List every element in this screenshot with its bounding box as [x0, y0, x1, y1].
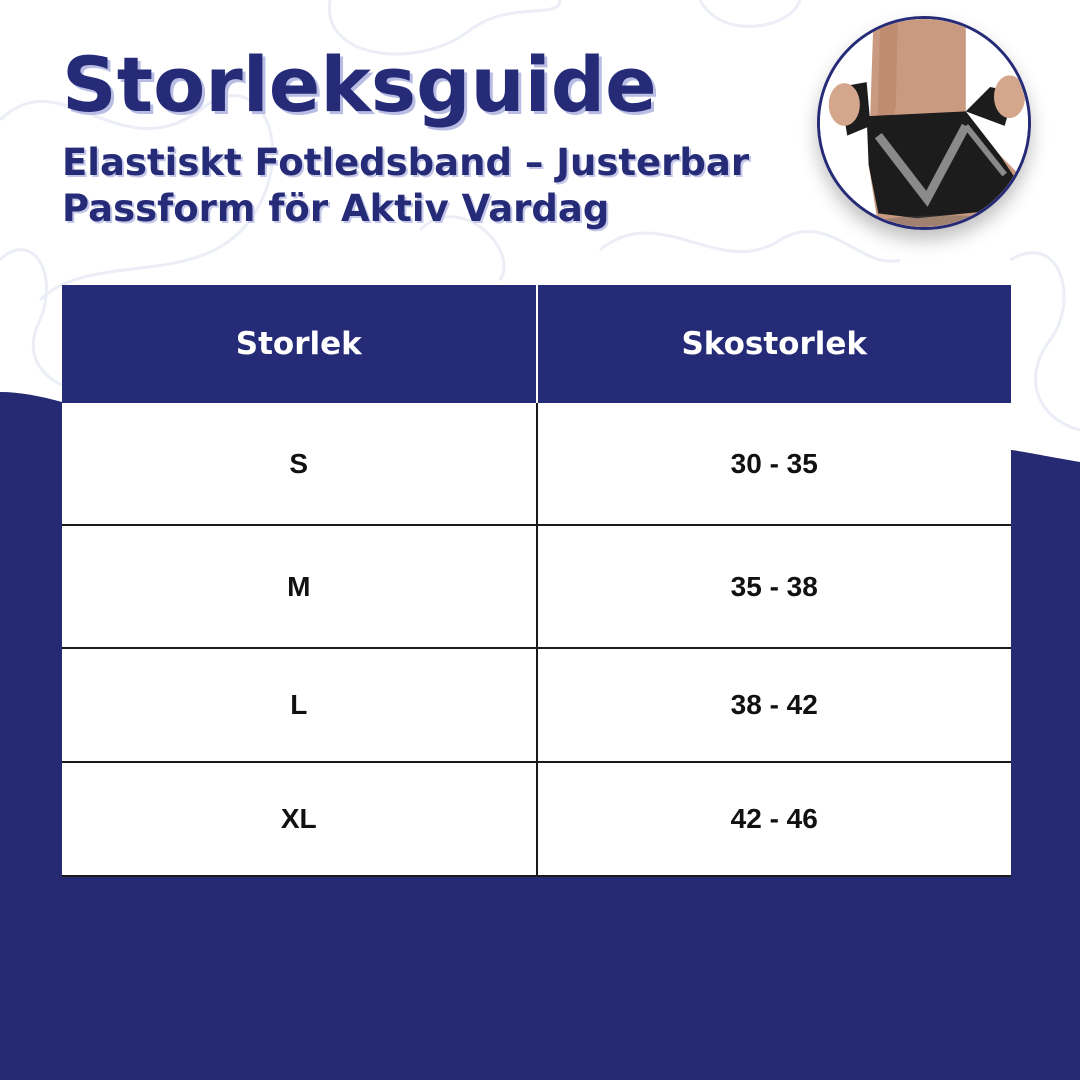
shoe-size-cell: 38 - 42 — [537, 648, 1012, 762]
size-cell: M — [62, 525, 537, 648]
header-skostorlek: Skostorlek — [537, 285, 1012, 403]
table-row — [62, 648, 1011, 762]
subtitle-line-1: Elastiskt Fotledsband – Justerbar — [62, 141, 750, 184]
size-table — [62, 285, 1011, 877]
table-row — [62, 525, 1011, 648]
shoe-size-cell: 30 - 35 — [537, 403, 1012, 525]
size-cell: L — [62, 648, 537, 762]
size-cell: S — [62, 403, 537, 525]
ankle-brace-photo — [817, 16, 1031, 230]
size-cell: XL — [62, 762, 537, 876]
shoe-size-cell: 35 - 38 — [537, 525, 1012, 648]
shoe-size-cell: 42 - 46 — [537, 762, 1012, 876]
table-header-row — [62, 285, 1011, 403]
ankle-brace-icon — [820, 19, 1028, 227]
header-storlek: Storlek — [62, 285, 537, 403]
subtitle-line-2: Passform för Aktiv Vardag — [62, 187, 610, 230]
table-row — [62, 403, 1011, 525]
page-subtitle — [62, 140, 802, 232]
table-row — [62, 762, 1011, 876]
page-title: Storleksguide — [62, 40, 657, 129]
